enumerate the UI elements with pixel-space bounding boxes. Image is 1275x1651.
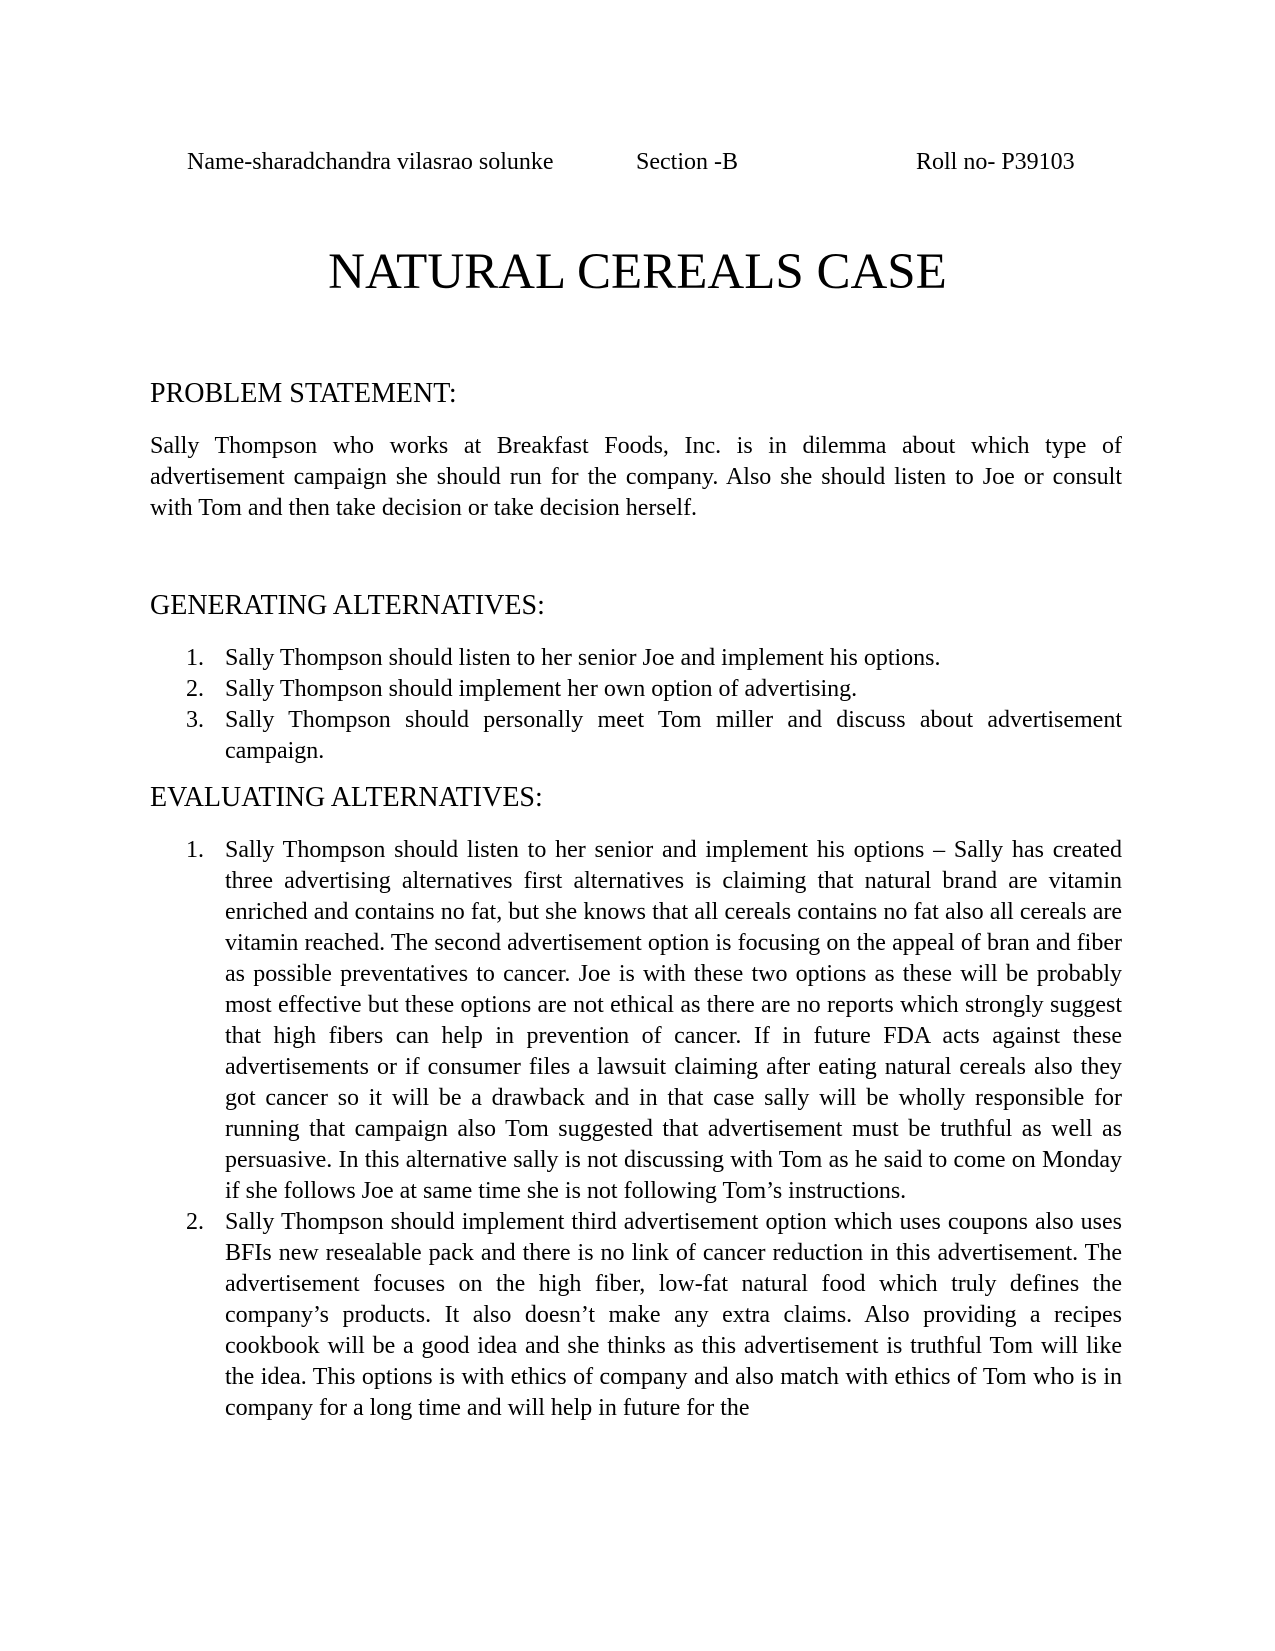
roll-number: Roll no- P39103	[916, 149, 1075, 175]
list-item-text: Sally Thompson should implement her own option of advertising.	[225, 676, 858, 702]
list-item-number: 2.	[186, 676, 204, 702]
generating-alternatives-heading: GENERATING ALTERNATIVES:	[150, 590, 545, 621]
evaluating-alternatives-heading: EVALUATING ALTERNATIVES:	[150, 782, 543, 813]
list-item-text: Sally Thompson should implement third advertisement option which uses coupons also uses BFIs new resealable pack and there is no link of cancer reduction in this advertisement. The advertisement focuses on the high fiber, low-fat natural food which truly defines the company’s products. It also doesn’t make any extra claims. Also providing a recipes cookbook will be a good idea and she thinks as this advertisement is truthful Tom will like the idea. This options is with ethics of company and also match with ethics of Tom who is in company for a long time and will help in future for the	[225, 1209, 1122, 1421]
list-item	[150, 705, 1122, 767]
evaluating-alternatives-list	[150, 835, 1122, 1424]
problem-statement-heading: PROBLEM STATEMENT:	[150, 378, 457, 409]
list-item	[150, 1207, 1122, 1424]
list-item	[150, 674, 1122, 705]
list-item-number: 3.	[186, 707, 204, 733]
problem-statement-text: Sally Thompson who works at Breakfast Foods, Inc. is in dilemma about which type of advertisement campaign she should run for the company. Also she should listen to Joe or consult with Tom and then take decision or take decision herself.	[150, 433, 1122, 521]
list-item-number: 2.	[186, 1209, 204, 1235]
list-item-number: 1.	[186, 645, 204, 671]
generating-alternatives-list	[150, 643, 1122, 767]
student-name: Name-sharadchandra vilasrao solunke	[187, 149, 554, 175]
list-item	[150, 643, 1122, 674]
section-label: Section -B	[636, 149, 738, 175]
document-title: NATURAL CEREALS CASE	[328, 244, 947, 300]
list-item-text: Sally Thompson should personally meet Tom miller and discuss about advertisement campaign.	[225, 707, 1122, 764]
list-item-number: 1.	[186, 837, 204, 863]
list-item-text: Sally Thompson should listen to her senior Joe and implement his options.	[225, 645, 941, 671]
list-item-text: Sally Thompson should listen to her senior and implement his options – Sally has created three advertising alternatives first alternatives is claiming that natural brand are vitamin enriched and contains no fat, but she knows that all cereals contains no fat also all cereals are vitamin reached. The second advertisement option is focusing on the appeal of bran and fiber as possible preventatives to cancer. Joe is with these two options as these will be probably most effective but these options are not ethical as there are no reports which strongly suggest that high fibers can help in prevention of cancer. If in future FDA acts against these advertisements or if consumer files a lawsuit claiming after eating natural cereals also they got cancer so it will be a drawback and in that case sally will be wholly responsible for running that campaign also Tom suggested that advertisement must be truthful as well as persuasive. In this alternative sally is not discussing with Tom as he said to come on Monday if she follows Joe at same time she is not following Tom’s instructions.	[225, 837, 1122, 1204]
list-item	[150, 835, 1122, 1207]
